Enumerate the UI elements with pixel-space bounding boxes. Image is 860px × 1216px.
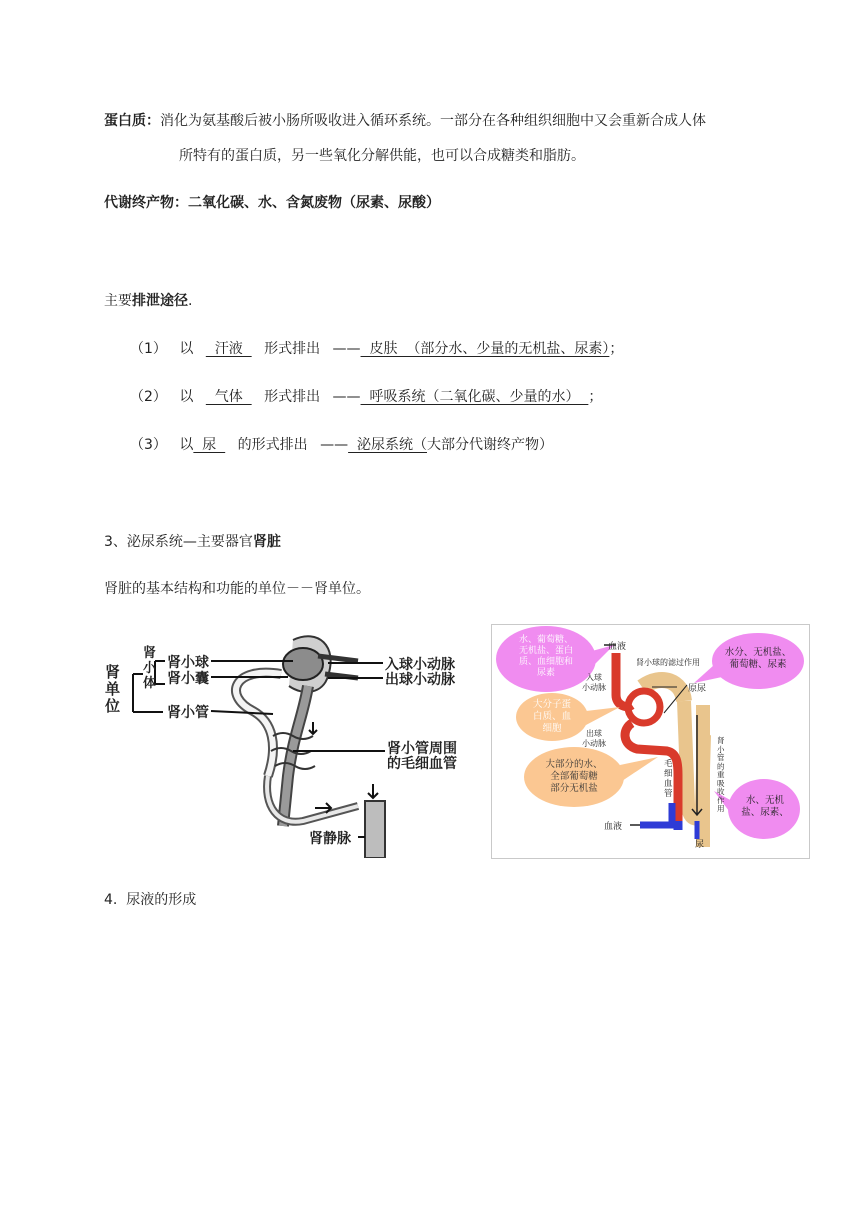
section3-bold: 肾脏: [252, 534, 281, 550]
label-renal-vein: 肾静脉: [309, 831, 351, 847]
label-char: 体: [143, 676, 157, 691]
route-dash: ——: [320, 437, 349, 453]
label-char: 用: [717, 804, 725, 813]
route-number: （2）: [130, 389, 167, 405]
route-word: 以: [179, 341, 194, 357]
bubble-line: 水、无机: [745, 795, 784, 806]
bubble-line: 水、葡萄糖、: [518, 635, 573, 645]
label-char: 位: [105, 697, 121, 715]
bubble-urine-contents: [736, 795, 794, 819]
route-blank: 尿: [193, 437, 226, 453]
route-organ: 泌尿系统（: [348, 437, 427, 453]
label-nephron: [105, 664, 120, 715]
label-char: 肾: [717, 736, 725, 745]
excretion-intro-bold: 排泄途径: [132, 293, 188, 309]
bubble-line: 质、血细胞和: [518, 657, 573, 667]
label-char: 重: [717, 770, 725, 779]
nephron-structure-figure: [103, 626, 465, 858]
bubble-not-filtered: [526, 699, 578, 735]
protein-text-line1: 消化为氨基酸后被小肠所吸收进入循环系统。一部分在各种组织细胞中又会重新合成人体: [160, 113, 706, 129]
label-char: 的: [717, 761, 725, 771]
label-char: 肾: [143, 646, 157, 661]
urine-formation-figure: [491, 624, 810, 859]
route-dash: ——: [332, 341, 361, 357]
route-blank: 汗液: [205, 341, 252, 357]
label-efferent: [582, 729, 606, 749]
label-filtration: 肾小球的滤过作用: [636, 658, 700, 667]
route-word: 以: [179, 389, 194, 405]
bubble-line: 尿素: [536, 668, 555, 678]
protein-paragraph-line1: [104, 110, 706, 130]
label-char: 收: [717, 787, 725, 796]
label-afferent: [582, 673, 606, 693]
bubble-primary-urine-contents: [718, 647, 798, 671]
route-organ: 皮肤 （部分水、少量的无机盐、尿素）: [360, 341, 610, 357]
route-word: 形式排出: [264, 389, 321, 405]
section3-heading: [104, 531, 281, 551]
label-blood-out: 血液: [604, 822, 623, 832]
bubble-line: 无机盐、蛋白: [518, 646, 573, 656]
route-end: 大部分代谢终产物）: [427, 437, 553, 453]
bubble-line: 细胞: [542, 723, 562, 734]
route-end: ；: [609, 341, 624, 357]
label-primary-urine: 原尿: [688, 684, 707, 694]
label-capillary: [664, 759, 673, 799]
excretion-intro: [104, 290, 192, 310]
label-char: 吸: [717, 778, 725, 788]
bubble-line: 白质、血: [532, 711, 571, 722]
route-end: ；: [588, 389, 603, 405]
label-tubule: 肾小管: [167, 705, 209, 721]
excretion-intro-post: .: [188, 293, 193, 309]
excretion-route-3: [130, 434, 553, 454]
label-renal-corpuscle: [143, 646, 156, 691]
bubble-line: 盐、尿素、: [741, 807, 789, 818]
bubble-line: 部分无机盐: [550, 783, 598, 794]
label-glomerulus: 肾小球: [167, 655, 209, 671]
route-word: 形式排出: [264, 341, 321, 357]
label-efferent: 出球小动脉: [385, 672, 455, 688]
label-capillary-line1: 肾小管周围: [387, 741, 457, 757]
label-line: 小动脉: [582, 739, 606, 748]
bubble-line: 大分子蛋: [532, 699, 571, 710]
label-char: 肾: [105, 663, 121, 681]
nephron-definition: 肾脏的基本结构和功能的单位－－肾单位。: [104, 581, 370, 597]
route-word: 的形式排出: [237, 437, 308, 453]
label-line: 入球: [586, 673, 602, 682]
label-urine: 尿: [695, 840, 705, 850]
label-char: 管: [717, 753, 725, 762]
label-char: 单: [105, 680, 121, 698]
bubble-line: 大部分的水、: [545, 759, 603, 770]
label-char: 小: [143, 661, 157, 676]
label-blood-in: 血液: [608, 642, 627, 652]
bubble-reabsorbed: [532, 759, 616, 795]
bubble-line: 葡萄糖、尿素: [729, 659, 787, 670]
label-char: 细: [664, 769, 673, 779]
label-char: 小: [717, 744, 725, 754]
label-reabsorption: [717, 737, 725, 814]
label-char: 毛: [664, 759, 673, 769]
route-blank: 气体: [205, 389, 252, 405]
route-dash: ——: [332, 389, 361, 405]
label-line: 小动脉: [582, 683, 606, 692]
label-capillary-line2: 的毛细血管: [387, 756, 457, 772]
excretion-route-2: [130, 386, 602, 406]
protein-label: 蛋白质：: [104, 113, 160, 129]
label-capsule: 肾小囊: [167, 671, 209, 687]
label-afferent: 入球小动脉: [385, 657, 455, 673]
bubble-line: 水分、无机盐、: [724, 647, 792, 658]
section3-prefix: 3、泌尿系统—主要器官: [104, 534, 253, 550]
excretion-intro-pre: 主要: [104, 293, 132, 309]
label-char: 血: [664, 779, 673, 789]
label-char: 作: [717, 795, 725, 805]
route-number: （1）: [130, 341, 167, 357]
excretion-route-1: [130, 338, 623, 358]
bubble-line: 全部葡萄糖: [550, 771, 598, 782]
bubble-blood-contents: [506, 635, 586, 679]
label-line: 出球: [586, 729, 602, 738]
label-char: 管: [664, 789, 673, 799]
end-products-heading: 代谢终产物：二氧化碳、水、含氮废物（尿素、尿酸）: [104, 195, 440, 211]
route-word: 以: [179, 437, 194, 453]
route-organ: 呼吸系统（二氧化碳、少量的水）: [360, 389, 589, 405]
section4-heading: 4. 尿液的形成: [104, 892, 197, 908]
protein-text-line2: 所特有的蛋白质，另一些氧化分解供能，也可以合成糖类和脂肪。: [179, 148, 585, 164]
route-number: （3）: [130, 437, 167, 453]
